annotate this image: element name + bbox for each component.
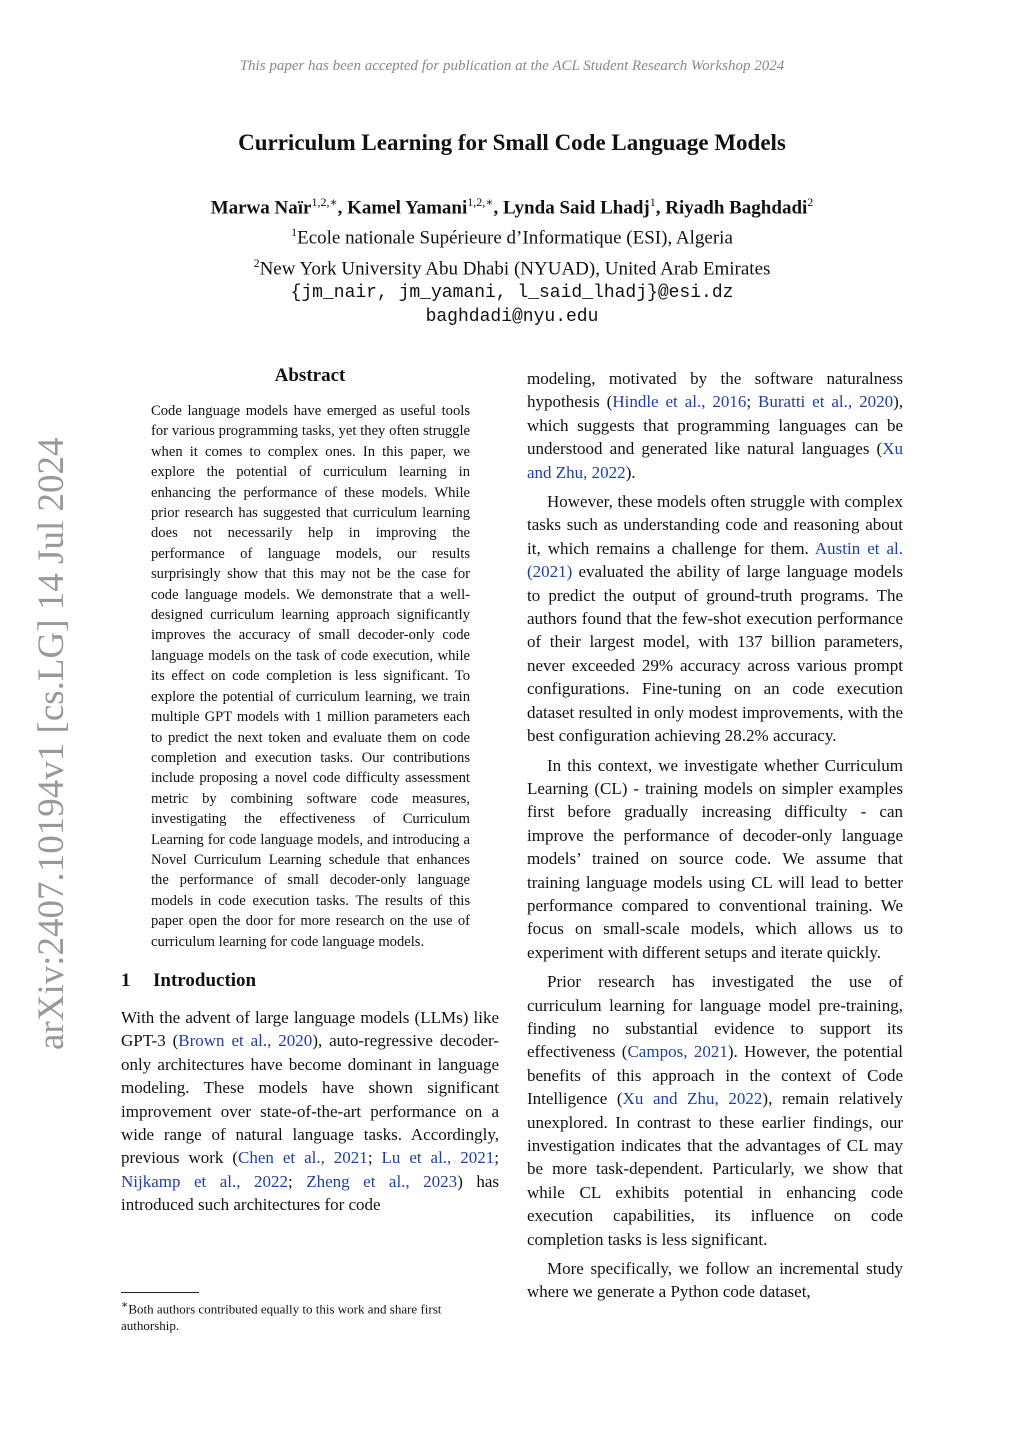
citation-link[interactable]: Xu and Zhu, 2022 <box>622 1089 763 1109</box>
abstract-heading: Abstract <box>274 365 346 386</box>
text-span: evaluated the ability of large language models to predict the output of ground-truth programs. The authors found that the few-shot execution performance of their largest model, with 137 billion parameters, never exceeded 29% accuracy across various prompt configurations. Fine-tuning on an code execution dataset resulted in only modest improvements, with the best configuration achieving 28.2% accuracy. <box>527 562 903 746</box>
author-name: Riyadh Baghdadi <box>665 197 808 219</box>
affiliation-2 <box>0 251 1024 281</box>
citation-link[interactable]: Xu and Zhu, 2022 <box>527 439 903 482</box>
text-span: ), remain relatively unexplored. In contrast to these earlier findings, our investigation indicates that the advantages of CL may be more task-dependent. Particularly, we show that while CL exhibits potential in enhancing code execution capabilities, its influence on code completion tasks is less significant. <box>527 1089 903 1249</box>
footnote <box>121 1292 499 1334</box>
abstract-text: Code language models have emerged as useful tools for various programming tasks, yet they often struggle when it comes to complex ones. In this paper, we explore the potential of curriculum learning in enhancing the performance of these models. While prior research has suggested that curriculum learning does not necessarily help in improving the performance of language models, our results surprisingly show that this may not be the case for code language models. We demonstrate that a well-designed curriculum learning approach significantly improves the accuracy of small decoder-only code language models on the task of code execution, while its effect on code completion is less significant. To explore the potential of curriculum learning, we train multiple GPT models with 1 million parameters each to predict the next token and evaluate them on code completion and execution tasks. Our contributions include proposing a novel code difficulty assessment metric by combining software code measures, investigating the effectiveness of Curriculum Learning for code language models, and introducing a Novel Curriculum Learning schedule that enhances the performance of small decoder-only language models in code execution tasks. The results of this paper open the door for more research on the use of curriculum learning for code language models. <box>151 403 470 950</box>
body-paragraph <box>527 970 903 1251</box>
body-paragraph: In this context, we investigate whether Curriculum Learning (CL) - training models on simpler examples first before gradually increasing difficulty - can improve the performance of decoder-only language models’ trained on source code. We assume that training language models using CL will lead to better performance compared to conventional training. We focus on small-scale models, which allows us to experiment with different setups and iterate quickly. <box>527 755 903 962</box>
section-heading-introduction <box>121 970 499 992</box>
citation-link[interactable]: Buratti et al., 2020 <box>758 392 894 412</box>
text-span: With the advent of large language models (LLMs) like GPT-3 ( <box>121 1007 499 1051</box>
text-span: ) has introduced such architectures for code <box>121 1171 500 1215</box>
author-name: Marwa Naïr <box>210 197 312 219</box>
footnote-rule <box>121 1292 199 1293</box>
text-span: ), auto-regressive decoder-only architectures have become dominant in language modeling. These models have shown significant improvement over state-of-the-art performance on a wide range of natural language tasks. Accordingly, previous work ( <box>121 1031 499 1168</box>
affil-mark: 1 <box>291 225 298 240</box>
publication-notice: This paper has been accepted for publication at the ACL Student Research Workshop 2024 <box>239 58 785 74</box>
citation-link[interactable]: Brown et al., 2020 <box>178 1031 313 1051</box>
right-column <box>527 367 903 1310</box>
affiliation-text: Ecole nationale Supérieure d’Informatique (ESI), Algeria <box>297 227 733 249</box>
author-block <box>0 190 1024 329</box>
affil-mark: 2 <box>253 255 260 270</box>
author-affil-mark: 2 <box>807 195 814 209</box>
text-span: ). However, the potential benefits of this approach in the context of Code Intelligence ( <box>527 1042 903 1109</box>
section-number: 1 <box>121 969 131 991</box>
author-names: Marwa Naïr$^{1,2,∗}$, Kamel Yamani$^{1,2,∗}$, Lynda Said Lhadj$^1$, Riyadh Baghdadi$^2$ <box>210 195 814 219</box>
author-affil-mark: 1,2,∗ <box>467 195 494 209</box>
email-nyu[interactable]: baghdadi@nyu.edu <box>425 306 599 327</box>
paper-title: Curriculum Learning for Small Code Language Models <box>238 130 786 155</box>
body-paragraph <box>527 490 903 747</box>
intro-paragraph: With the advent of large language models (LLMs) like GPT-3 (Brown et al., 2020), auto-regressive decoder-only architectures have become dominant in language modeling. These models have shown significant improvement over state-of-the-art performance on a wide range of natural language tasks. Accordingly, previous work (Chen et al., 2021; Lu et al., 2021; Nijkamp et al., 2022; Zheng et al., 2023) has introduced such architectures for code <box>121 1007 500 1215</box>
citation-link[interactable]: Lu et al., 2021 <box>381 1148 495 1168</box>
email-esi[interactable]: {jm_nair, jm_yamani, l_said_lhadj}@esi.dz <box>290 282 734 303</box>
citation-link[interactable]: Austin et al. (2021) <box>527 538 903 582</box>
text-span: ), which suggests that programming languages can be understood and generated like natural languages ( <box>527 392 903 459</box>
body-paragraph: More specifically, we follow an incremental study where we generate a Python code dataset, <box>527 1259 903 1302</box>
footnote-mark: ∗ <box>121 1299 129 1311</box>
text-span: modeling, motivated by the software naturalness hypothesis ( <box>527 369 903 412</box>
citation-link[interactable]: Zheng et al., 2023 <box>306 1171 458 1191</box>
author-affil-mark: 1,2,∗ <box>311 195 338 209</box>
citation-link[interactable]: Chen et al., 2021 <box>238 1148 368 1168</box>
author-affil-mark: 1 <box>649 195 656 209</box>
section-title: Introduction <box>153 969 257 991</box>
left-column <box>121 365 499 1217</box>
citation-link[interactable]: Campos, 2021 <box>627 1042 728 1062</box>
citation-link[interactable]: Nijkamp et al., 2022 <box>121 1171 289 1191</box>
citation-link[interactable]: Hindle et al., 2016 <box>612 392 747 412</box>
text-span: ). <box>625 462 636 482</box>
affiliation-1 <box>0 220 1024 250</box>
author-name: Kamel Yamani <box>347 197 468 219</box>
body-paragraph: modeling, motivated by the software naturalness hypothesis (Hindle et al., 2016; Buratti et al., 2020), which suggests that programming languages can be understood and generated like natural languages (Xu and Zhu, 2022). <box>527 369 903 482</box>
arxiv-stamp: arXiv:2407.10194v1 [cs.LG] 14 Jul 2024 <box>31 437 72 1050</box>
author-name: Lynda Said Lhadj <box>502 197 650 219</box>
affiliation-text: New York University Abu Dhabi (NYUAD), United Arab Emirates <box>259 257 771 279</box>
text-span: Prior research has investigated the use of curriculum learning for language model pre-training, finding no substantial evidence to support its effectiveness ( <box>527 972 903 1062</box>
text-span: However, these models often struggle with complex tasks such as understanding code and reasoning about it, which remains a challenge for them. <box>527 492 903 558</box>
footnote-text: Both authors contributed equally to this work and share first authorship. <box>121 1301 442 1334</box>
